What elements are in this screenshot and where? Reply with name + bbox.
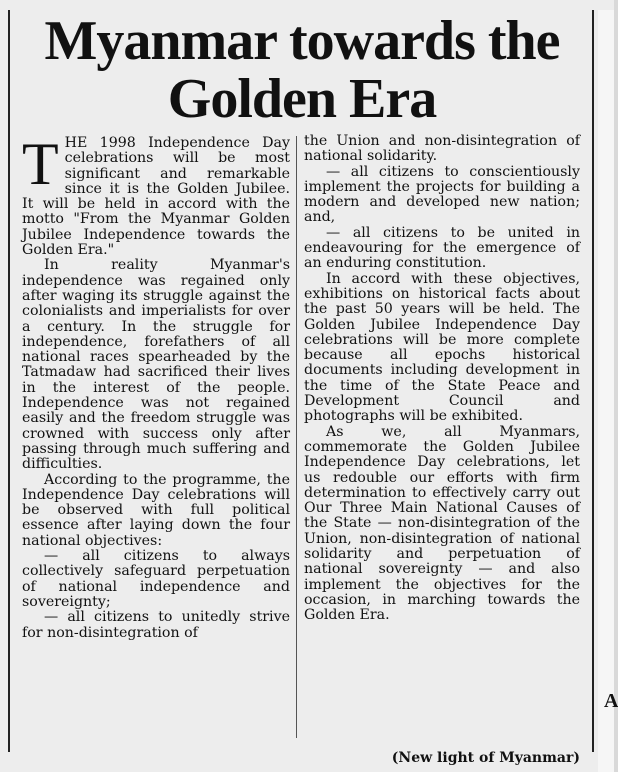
article-paragraph: — all citizens to conscientiously implement the projects for building a modern and developed new nation; and, [304,163,580,226]
source-credit: (New light of Myanmar) [391,750,580,766]
article-paragraph: — all citizens to unitedly strive for non-disintegration of [22,609,290,641]
article-headline [14,12,590,128]
headline-line-1: Myanmar towards the [44,10,560,72]
cut-off-text-strip [0,0,614,8]
adjacent-page-letter: A [604,690,618,712]
headline-line-2: Golden Era [167,68,437,130]
article-paragraph: — all citizens to always collectively safeguard perpetuation of national independence and sovereignty; [22,548,290,610]
article-paragraph: the Union and non-disintegration of national solidarity. [304,133,580,165]
left-border-rule [8,10,10,752]
drop-cap: T [22,131,59,197]
article-column-right [304,134,580,624]
column-divider [296,136,297,738]
right-border-rule [592,10,594,752]
article-paragraph: As we, all Myanmars, commemorate the Golden Jubilee Independence Day celebrations, let us redouble our efforts with firm determination to effectively carry out Our Three Main National Causes of the State — non-disintegration of the Union, non-disintegration of national solidarity and perpetuation of national sovereignty — and also implement the objectives for the occasion, in marching towards the Golden Era. [304,423,580,624]
article-paragraph: — all citizens to be united in endeavouring for the emergence of an enduring constitution. [304,224,580,272]
article-paragraph: In reality Myanmar's independence was regained only after waging its struggle against the colonialists and imperialists for over a century. In the struggle for independence, forefathers of all national races spearheaded by the Tatmadaw had sacrificed their lives in the interest of the people. Independence was not regained easily and the freedom struggle was crowned with success only after passing through much suffering and difficulties. [22,257,290,473]
article-paragraph: THE 1998 Independence Day celebrations will be most significant and remarkable since it is the Golden Jubilee. It will be held in accord with the motto "From the Myanmar Golden Jubilee Independence towards the Golden Era." [22,131,290,259]
article-paragraph: According to the programme, the Independence Day celebrations will be observed with full political essence after laying down the four national objectives: [22,471,290,549]
article-paragraph: In accord with these objectives, exhibitions on historical facts about the past 50 years will be held. The Golden Jubilee Independence Day celebrations will be more complete because all epochs historical documents including development in the time of the State Peace and Development Council and photographs will be exhibited. [304,270,580,425]
adjacent-page-edge [598,10,614,772]
article-column-left [22,131,290,641]
